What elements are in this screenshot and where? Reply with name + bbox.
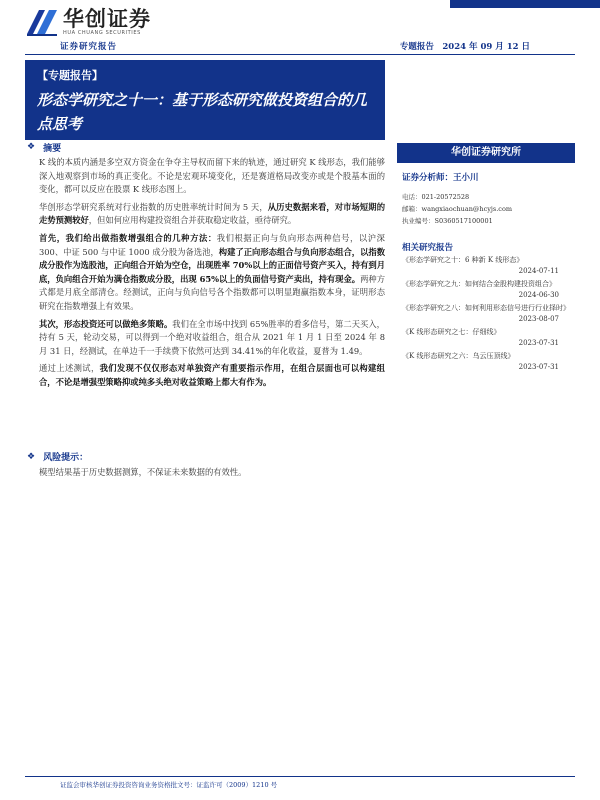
summary-text: 通过上述测试，: [39, 363, 100, 374]
institute-heading: 华创证券研究所: [397, 143, 575, 163]
summary-emphasis: 其次，形态投资还可以做绝多策略。: [39, 318, 173, 329]
analyst-email[interactable]: 邮箱：wangxiaochuan@hcyjs.com: [402, 205, 513, 213]
risk-heading: ❖ 风险提示：: [27, 451, 89, 463]
brand-name-en: HUA CHUANG SECURITIES: [63, 30, 141, 36]
summary-paragraph: [39, 156, 385, 197]
analyst-phone: 电话：021-20572528: [402, 193, 470, 201]
related-reports-list: [397, 255, 575, 373]
analyst-contact: [397, 191, 575, 227]
brand-logo: [25, 6, 151, 38]
related-report-title[interactable]: 《形态学研究之八：如何利用形态信号进行行业择时》: [402, 304, 570, 312]
footer-divider: [25, 776, 575, 777]
related-report-title[interactable]: 《形态学研究之十：6 种新 K 线形态》: [402, 256, 524, 264]
summary-text: K 线的本质内涵是多空双方资金在争夺主导权而留下来的轨迹，通过研究 K 线形态，我们能够深入地观察到市场的真正变化。不论是宏观环境变化，还是赛道格局改变亦或是个股基本面的变化，都可以反应在股票 K 线形态图上。: [39, 157, 385, 195]
summary-text: 我们根据正向与负向形态两种信号，以沪深 300、中证 500 与中证 1000 成分股为备选池，: [39, 232, 385, 257]
report-tag: 【专题报告】: [37, 69, 103, 82]
top-accent-bar: [450, 0, 600, 8]
diamond-bullet-icon: ❖: [27, 451, 36, 462]
analyst-line: 证券分析师：王小川: [402, 173, 479, 183]
related-report-date: 2023-08-07: [518, 315, 559, 323]
summary-text: 华创形态学研究系统对行业指数的历史胜率统计时间为 5 天，: [39, 201, 268, 212]
summary-column: [25, 140, 385, 479]
sidebar: [397, 143, 575, 373]
diamond-bullet-icon: ❖: [27, 142, 36, 152]
related-report-date: 2024-07-11: [518, 267, 559, 275]
summary-emphasis: 我们发现不仅仅形态对单独资产有重要指示作用，在组合层面也可以构建组合，不论是增强型策略抑或纯多头绝对收益策略上都大有作为。: [39, 363, 385, 387]
summary-paragraph: [39, 318, 385, 359]
summary-emphasis: 从历史数据来看，对市场短期的走势预测较好: [39, 201, 385, 226]
related-report-date: 2023-07-31: [518, 363, 559, 371]
summary-heading: ❖ 摘要: [27, 142, 62, 154]
summary-text: 两种方式都是月底全部清仓。经测试，正向与负向信号各个指数都可以明显跑赢指数本身，证明形态研究在指数增强上有效果。: [39, 273, 385, 311]
analyst-license: 执业编号：S0360517100001: [402, 217, 493, 225]
related-report-title[interactable]: 《形态学研究之九：如何结合金股构建投资组合》: [402, 280, 556, 288]
summary-paragraph: [39, 232, 385, 314]
logo-mark-icon: [25, 6, 59, 38]
summary-body: [25, 156, 385, 390]
related-report-date: 2023-07-31: [518, 339, 559, 347]
summary-text: ，但如何应用构建投资组合并获取稳定收益，亟待研究。: [88, 215, 297, 226]
related-report-date: 2024-06-30: [518, 291, 559, 299]
related-report-title[interactable]: 《K 线形态研究之六：乌云压顶线》: [402, 352, 515, 360]
related-report-title[interactable]: 《K 线形态研究之七：仔细线》: [402, 328, 501, 336]
footer-license-text: 证监会审核华创证券投资咨询业务资格批文号：证监许可（2009）1210 号: [60, 781, 278, 789]
summary-emphasis: 首先，我们给出做指数增强组合的几种方法：: [39, 232, 217, 243]
analyst-name: 王小川: [453, 173, 479, 183]
related-reports-heading: 相关研究报告: [402, 243, 454, 253]
report-type-label: 证券研究报告: [60, 42, 118, 52]
report-date: 专题报告 2024 年 09 月 12 日: [399, 42, 530, 52]
summary-paragraph: [39, 201, 385, 228]
header-divider: [25, 54, 575, 55]
summary-paragraph: [39, 362, 385, 389]
title-banner: [25, 60, 385, 140]
summary-text: 我们在全市场中找到 65%胜率的看多信号，第二天买入，持有 5 天，轮动交易，可以得到一个绝对收益组合，组合从 2021 年 1 月 1 日至 2024 年 8 月 31 日，经测试，在单边千一手续费下依然可达到 34.41%的年化收益，夏普为 1.49。: [39, 318, 385, 356]
summary-emphasis: 构建了正向形态组合与负向形态组合，以指数成分股作为选股池，正向组合开始为空仓，出现胜率 70%以上的正面信号资产买入，持有到月底，负向组合开始为满仓指数成分股，出现 65%以上的负面信号资产卖出，持有现金。: [39, 246, 385, 284]
risk-text: 模型结果基于历史数据测算，不保证未来数据的有效性。: [39, 466, 247, 477]
report-title: 形态学研究之十一：基于形态研究做投资组合的几点思考: [37, 91, 368, 133]
brand-name-cn: 华创证券: [63, 7, 151, 31]
